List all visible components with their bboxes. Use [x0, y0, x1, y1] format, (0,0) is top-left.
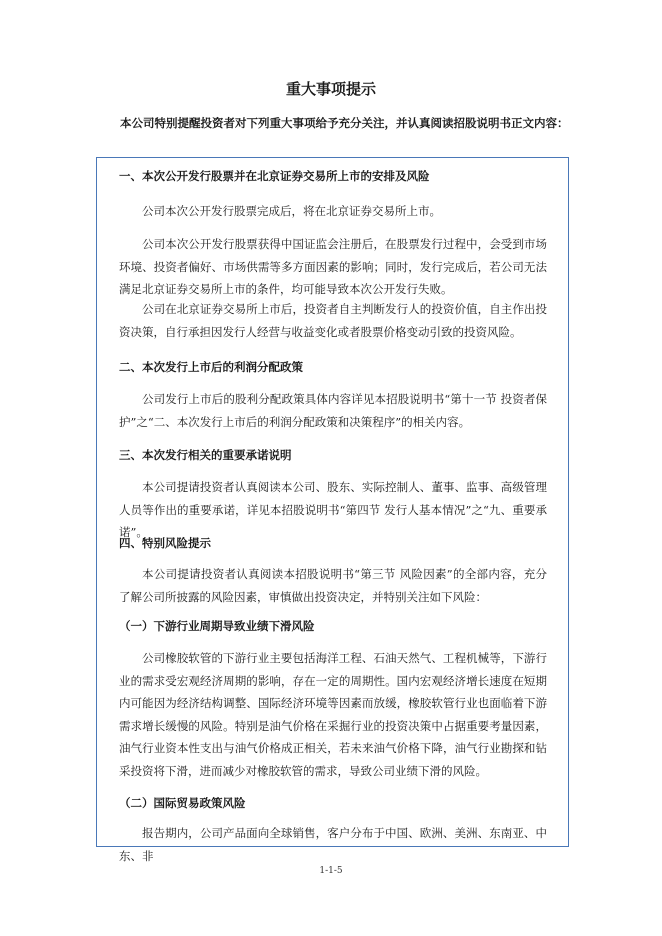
page-number: 1-1-5: [319, 866, 343, 876]
section-1-paragraph-3: 公司在北京证券交易所上市后，投资者自主判断发行人的投资价值，自主作出投资决策，自行承担因发行人经营与收益变化或者股票价格变动引致的投资风险。: [119, 302, 547, 339]
subsection-2-paragraph-1: 报告期内，公司产品面向全球销售，客户分布于中国、欧洲、美洲、东南亚、中东、非: [119, 826, 547, 863]
section-3-heading: 三、本次发行相关的重要承诺说明: [119, 448, 292, 462]
subsection-2-heading: （二）国际贸易政策风险: [119, 796, 246, 810]
section-1-heading: 一、本次公开发行股票并在北京证券交易所上市的安排及风险: [119, 169, 430, 183]
section-1-paragraph-1: 公司本次公开发行股票完成后，将在北京证券交易所上市。: [142, 204, 441, 218]
section-2-heading: 二、本次发行上市后的利润分配政策: [119, 360, 303, 374]
section-2-paragraph-1: 公司发行上市后的股利分配政策具体内容详见本招股说明书“第十一节 投资者保护”之“二、本次发行上市后的利润分配政策和决策程序”的相关内容。: [119, 392, 547, 429]
section-1-paragraph-2: 公司本次公开发行股票获得中国证监会注册后，在股票发行过程中，会受到市场环境、投资者偏好、市场供需等多方面因素的影响；同时，发行完成后，若公司无法满足北京证券交易所上市的条件，均可能导致本次公开发行失败。: [119, 237, 547, 296]
intro-paragraph: 本公司特别提醒投资者对下列重大事项给予充分关注，并认真阅读招股说明书正文内容：: [120, 116, 569, 130]
section-4-heading: 四、特别风险提示: [119, 536, 211, 550]
notice-box: [96, 157, 569, 863]
section-4-paragraph-1: 本公司提请投资者认真阅读本招股说明书“第三节 风险因素”的全部内容，充分了解公司所披露的风险因素，审慎做出投资决定，并特别关注如下风险：: [119, 567, 547, 604]
section-3-paragraph-1: 本公司提请投资者认真阅读本公司、股东、实际控制人、董事、监事、高级管理人员等作出的重要承诺，详见本招股说明书“第四节 发行人基本情况”之“九、重要承诺”。: [119, 480, 547, 539]
subsection-1-heading: （一）下游行业周期导致业绩下滑风险: [119, 619, 315, 633]
subsection-1-paragraph-1: 公司橡胶软管的下游行业主要包括海洋工程、石油天然气、工程机械等，下游行业的需求受宏观经济周期的影响，存在一定的周期性。国内宏观经济增长速度在短期内可能因为经济结构调整、国际经济环境等因素而放缓，橡胶软管行业也面临着下游需求增长缓慢的风险。特别是油气价格在采掘行业的投资决策中占据重要考量因素，油气行业资本性支出与油气价格成正相关，若未来油气价格下降，油气行业勘探和钻采投资将下滑，进而减少对橡胶软管的需求，导致公司业绩下滑的风险。: [119, 651, 547, 778]
page-title: 重大事项提示: [285, 80, 376, 98]
